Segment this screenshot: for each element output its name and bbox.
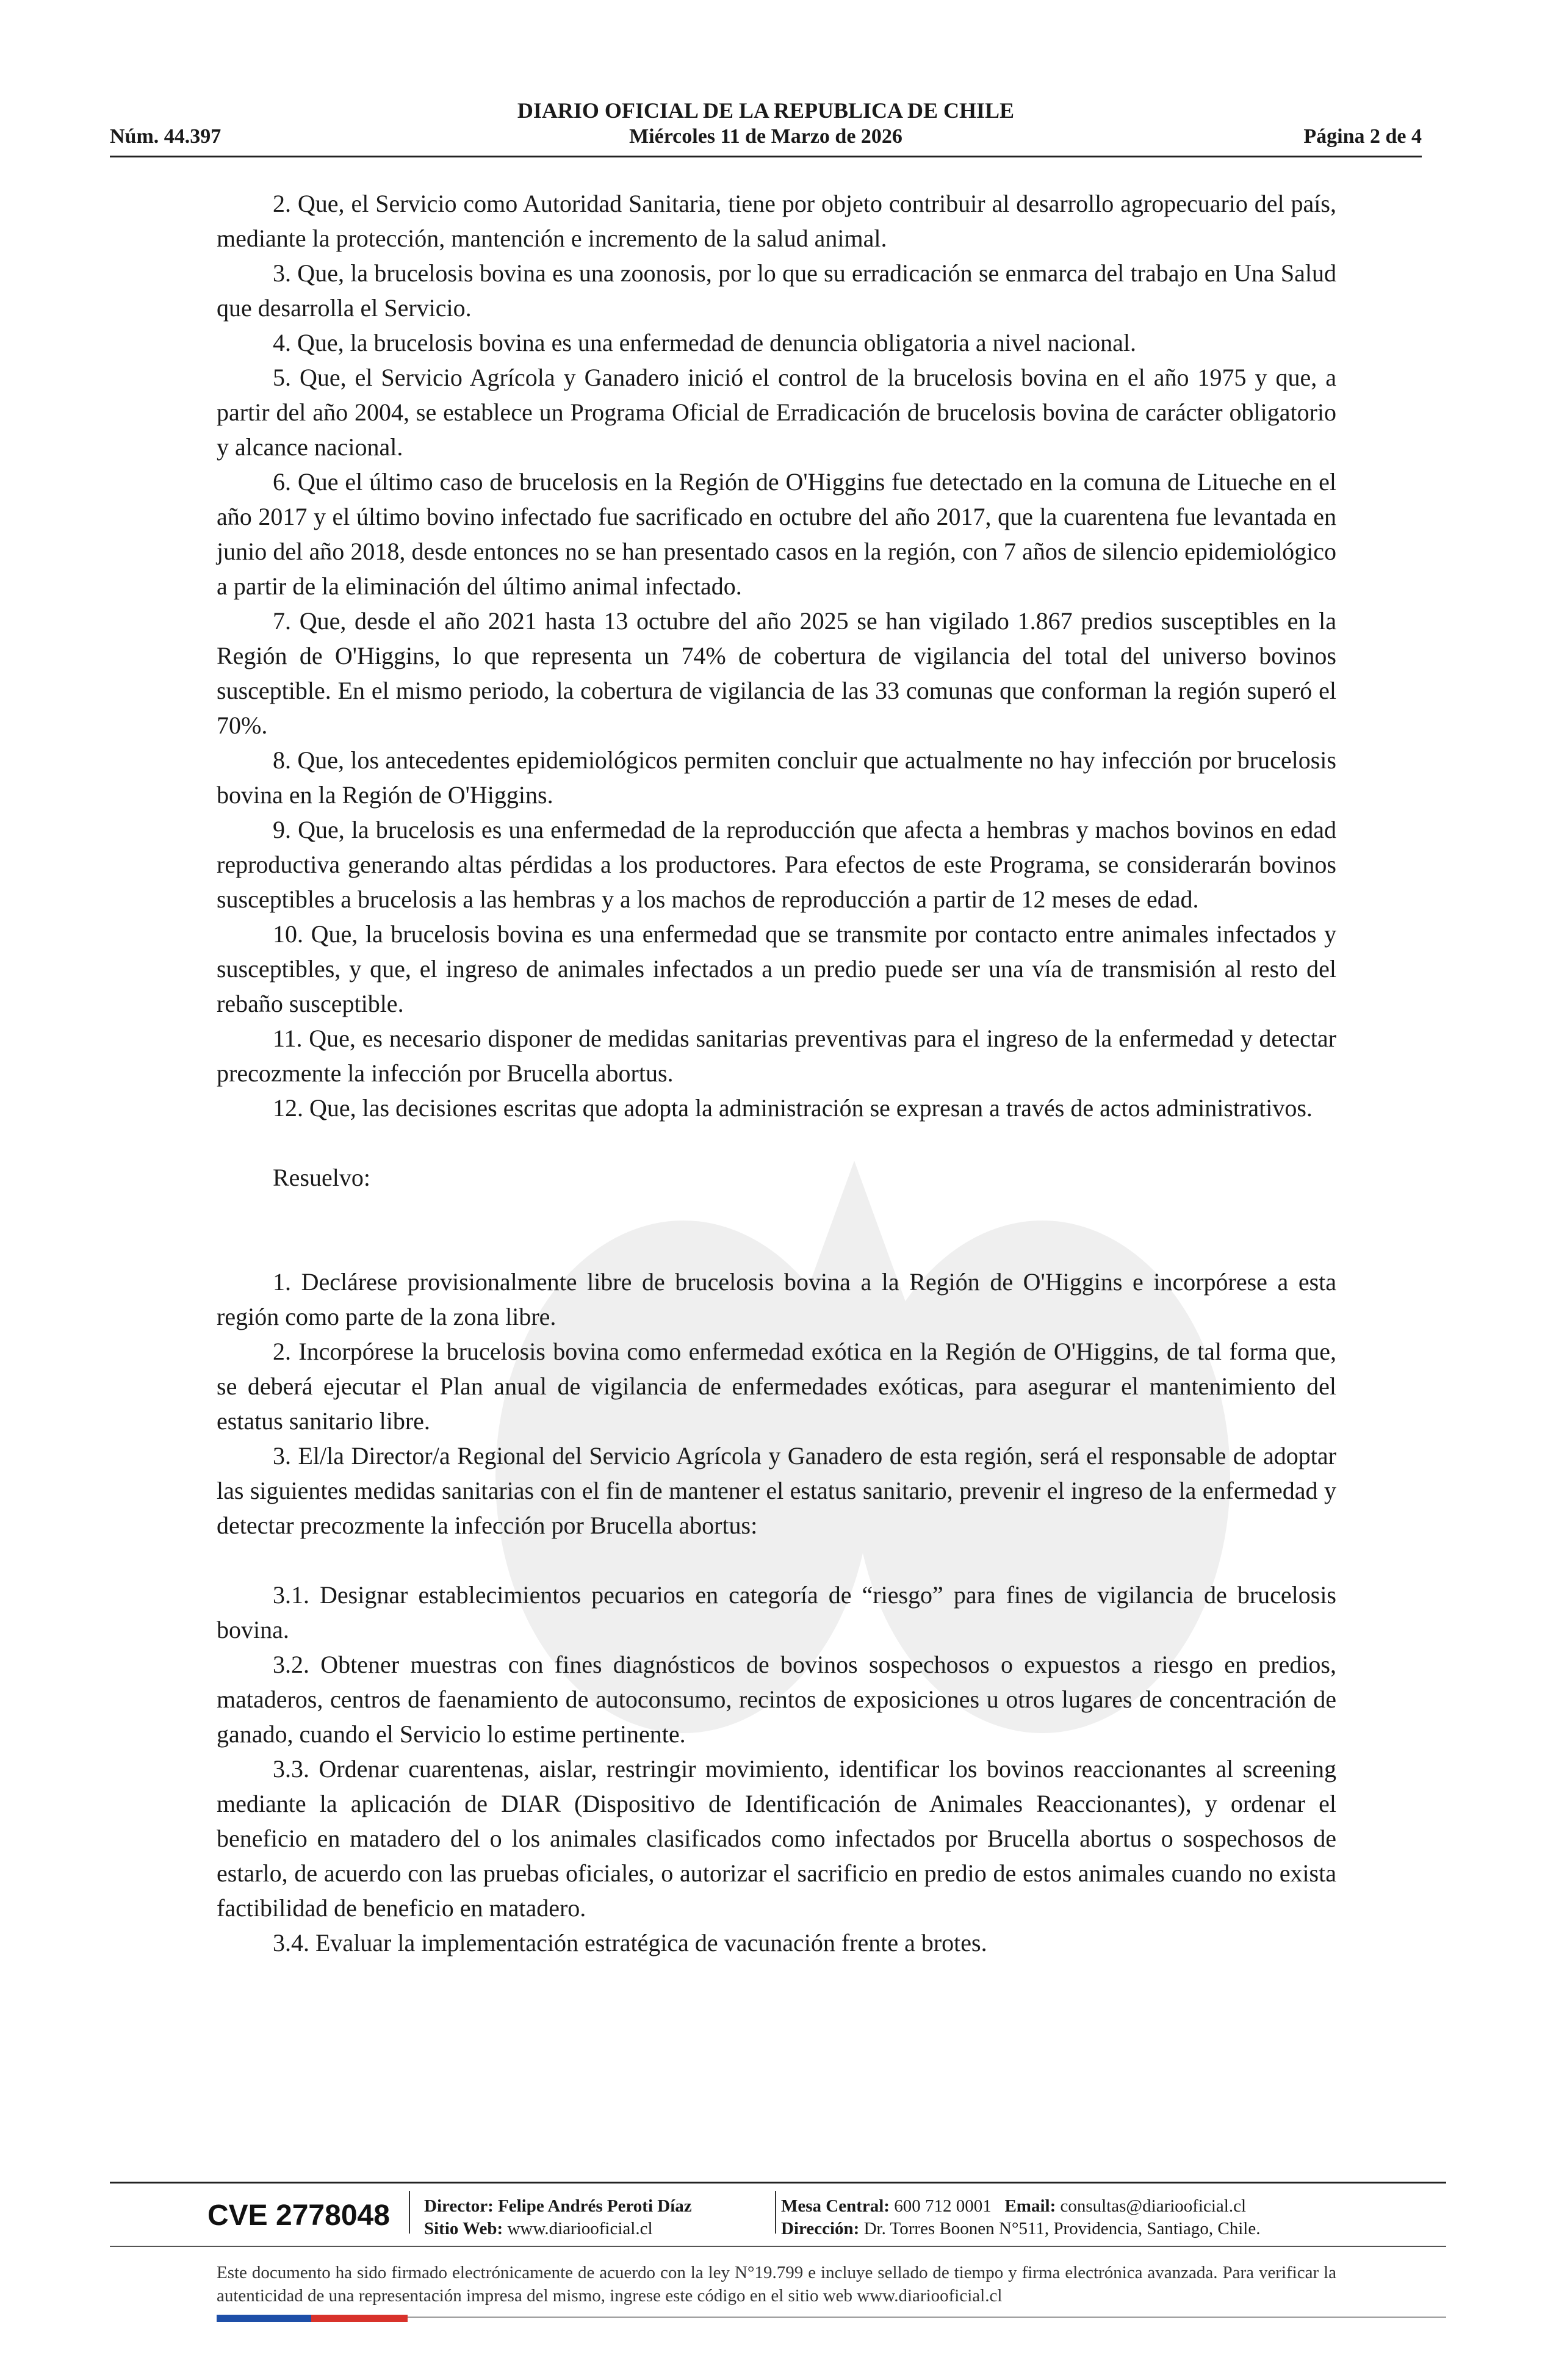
footer-info [110, 2188, 1446, 2243]
paragraph-considerando-11: 11. Que, es necesario disponer de medidas sanitarias preventivas para el ingreso de la enfermedad y detectar precozmente la infección por Brucella abortus. [217, 1025, 1336, 1087]
paragraph-considerando-6: 6. Que el último caso de brucelosis en la Región de O'Higgins fue detectado en la comuna de Litueche en el año 2017 y el último bovino infectado fue sacrificado en octubre del año 2017, que la cuarentena fue levantada en junio del año 2018, desde entonces no se han presentado casos en la región, con 7 años de silencio epidemiológico a partir de la eliminación del último animal infectado. [217, 468, 1336, 600]
paragraph-considerando-8: 8. Que, los antecedentes epidemiológicos permiten concluir que actualmente no hay infección por brucelosis bovina en la Región de O'Higgins. [217, 746, 1336, 809]
director-name: Felipe Andrés Peroti Díaz [498, 2196, 692, 2216]
gazette-title: DIARIO OFICIAL DE LA REPUBLICA DE CHILE [517, 98, 1015, 123]
paragraph-considerando-4: 4. Que, la brucelosis bovina es una enfermedad de denuncia obligatoria a nivel nacional. [273, 329, 1137, 356]
legal-notice: Este documento ha sido firmado electrónicamente de acuerdo con la ley N°19.799 e incluye sellado de tiempo y firma electrónica avanzada. Para verificar la autenticidad de una representación impresa del mismo, ingrese este código en el sitio web www.diariooficial.cl [217, 2263, 1336, 2306]
paragraph-measure-3-3: 3.3. Ordenar cuarentenas, aislar, restringir movimiento, identificar los bovinos reaccionantes al screening mediante la aplicación de DIAR (Dispositivo de Identificación de Animales Reaccionantes), y ordenar el beneficio en matadero del o los animales clasificados como infectados por Brucella abortus o sospechosos de estarlo, de acuerdo con las pruebas oficiales, o autorizar el sacrificio en predio de estos animales cuando no exista factibilidad de beneficio en matadero. [217, 1755, 1336, 1922]
website-link[interactable]: www.diariooficial.cl [507, 2219, 653, 2238]
paragraph-measure-3-2: 3.2. Obtener muestras con fines diagnósticos de bovinos sospechosos o expuestos a riesgo en predios, mataderos, centros de faenamiento de autoconsumo, recintos de exposiciones u otros lugares de concentración de ganado, cuando el Servicio lo estime pertinente. [217, 1651, 1336, 1748]
footer-divider-top [110, 2182, 1446, 2183]
email-label: Email: [1004, 2196, 1056, 2216]
paragraph-considerando-3: 3. Que, la brucelosis bovina es una zoonosis, por lo que su erradicación se enmarca del trabajo en Una Salud que desarrolla el Servicio. [217, 259, 1336, 322]
address-value: Dr. Torres Boonen N°511, Providencia, Santiago, Chile. [863, 2219, 1261, 2238]
cve-code: CVE 2778048 [207, 2199, 390, 2232]
paragraph-considerando-2: 2. Que, el Servicio como Autoridad Sanitaria, tiene por objeto contribuir al desarrollo agropecuario del país, mediante la protección, mantención e incremento de la salud animal. [217, 190, 1336, 252]
paragraph-resolution-2: 2. Incorpórese la brucelosis bovina como enfermedad exótica en la Región de O'Higgins, de tal forma que, se deberá ejecutar el Plan anual de vigilancia de enfermedades exóticas, para asegurar el mantenimiento del estatus sanitario libre. [217, 1338, 1336, 1435]
footer-divider-bottom [110, 2246, 1446, 2247]
flag-stripe-red [311, 2315, 408, 2322]
issue-number: Núm. 44.397 [110, 125, 222, 148]
address-label: Dirección: [781, 2219, 860, 2238]
page-header [110, 92, 1422, 153]
paragraph-measure-3-4: 3.4. Evaluar la implementación estratégica de vacunación frente a brotes. [273, 1929, 987, 1956]
director-label: Director: [424, 2196, 494, 2216]
paragraph-considerando-12: 12. Que, las decisiones escritas que adopta la administración se expresan a través de actos administrativos. [273, 1094, 1313, 1122]
flag-stripe-line [408, 2317, 1446, 2318]
email-link[interactable]: consultas@diariooficial.cl [1060, 2196, 1247, 2216]
phone-label: Mesa Central: [781, 2196, 890, 2216]
paragraph-resolution-1: 1. Declárese provisionalmente libre de brucelosis bovina a la Región de O'Higgins e incorpórese a esta región como parte de la zona libre. [217, 1268, 1336, 1330]
footer-separator [775, 2191, 776, 2234]
phone-value: 600 712 0001 [894, 2196, 992, 2216]
footer-separator [409, 2191, 410, 2234]
paragraph-measure-3-1: 3.1. Designar establecimientos pecuarios en categoría de “riesgo” para fines de vigilancia de brucelosis bovina. [217, 1581, 1336, 1643]
header-divider [110, 156, 1422, 157]
flag-stripe-blue [217, 2315, 311, 2322]
page-indicator: Página 2 de 4 [1303, 125, 1422, 148]
paragraph-considerando-10: 10. Que, la brucelosis bovina es una enfermedad que se transmite por contacto entre animales infectados y susceptibles, y que, el ingreso de animales infectados a un predio puede ser una vía de transmisión al resto del rebaño susceptible. [217, 920, 1336, 1017]
website-label: Sitio Web: [424, 2219, 503, 2238]
paragraph-considerando-9: 9. Que, la brucelosis es una enfermedad de la reproducción que afecta a hembras y machos bovinos en edad reproductiva generando altas pérdidas a los productores. Para efectos de este Programa, se considerarán bovinos susceptibles a brucelosis a las hembras y a los machos de reproducción a partir de 12 meses de edad. [217, 816, 1336, 913]
paragraph-considerando-7: 7. Que, desde el año 2021 hasta 13 octubre del año 2025 se han vigilado 1.867 predios susceptibles en la Región de O'Higgins, lo que representa un 74% de cobertura de vigilancia del total del universo bovinos susceptible. En el mismo periodo, la cobertura de vigilancia de las 33 comunas que conforman la región superó el 70%. [217, 607, 1336, 739]
footer-contact-column [781, 2195, 1260, 2240]
paragraph-resolution-3: 3. El/la Director/a Regional del Servicio Agrícola y Ganadero de esta región, será el responsable de adoptar las siguientes medidas sanitarias con el fin de mantener el estatus sanitario, prevenir el ingreso de la enfermedad y detectar precozmente la infección por Brucella abortus: [217, 1442, 1336, 1539]
paragraph-considerando-5: 5. Que, el Servicio Agrícola y Ganadero inició el control de la brucelosis bovina en el año 1975 y que, a partir del año 2004, se establece un Programa Oficial de Erradicación de brucelosis bovina de carácter obligatorio y alcance nacional. [217, 364, 1336, 461]
issue-date: Miércoles 11 de Marzo de 2026 [629, 125, 902, 148]
resuelvo-heading: Resuelvo: [273, 1164, 370, 1191]
document-body [217, 186, 1336, 1960]
footer-director-column [424, 2195, 692, 2240]
